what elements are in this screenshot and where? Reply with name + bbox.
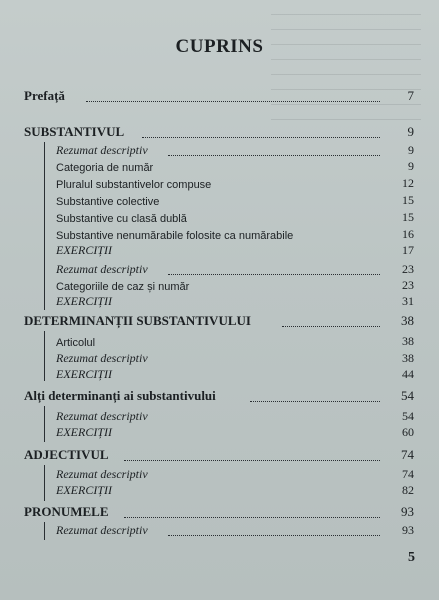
section-bracket: [44, 142, 45, 310]
toc-page-number: 93: [402, 523, 414, 537]
toc-subentry: [56, 242, 414, 260]
toc-entry-determinantii: [24, 313, 414, 331]
leader-dots: [168, 155, 380, 156]
leader-dots: [250, 401, 380, 402]
toc-page-number: 23: [402, 262, 414, 276]
toc-page-number: 38: [402, 351, 414, 365]
toc-page-number: 44: [402, 367, 414, 381]
toc-page-number: 54: [402, 409, 414, 423]
toc-entry-prefata: [24, 88, 414, 106]
toc-page-number: 17: [402, 243, 414, 257]
toc-subentry: [56, 293, 414, 311]
leader-dots: [282, 326, 380, 327]
toc-page-number: 93: [401, 504, 414, 519]
toc-entry-pronumele: [24, 504, 414, 522]
toc-page-number: 74: [401, 447, 414, 462]
toc-label: EXERCIȚII: [56, 425, 112, 439]
toc-label: Rezumat descriptiv: [56, 262, 148, 276]
toc-label: Alți determinanți ai substantivului: [24, 388, 216, 403]
section-bracket: [44, 522, 45, 540]
toc-page-number: 23: [402, 278, 414, 292]
toc-page-number: 15: [402, 193, 414, 207]
toc-label: Categoria de număr: [56, 162, 154, 174]
toc-subentry: [56, 366, 414, 384]
page-title: CUPRINS: [175, 36, 264, 57]
toc-label: EXERCIȚII: [56, 243, 112, 257]
section-bracket: [44, 465, 45, 501]
section-bracket: [44, 331, 45, 381]
toc-label: PRONUMELE: [24, 504, 109, 519]
toc-page-number: 7: [407, 88, 414, 103]
toc-subentry: [56, 522, 414, 540]
toc-label: Categoriile de caz și număr: [56, 281, 190, 293]
toc-label: EXERCIȚII: [56, 483, 112, 497]
toc-subentry: [56, 192, 414, 210]
leader-dots: [86, 101, 380, 102]
toc-label: EXERCIȚII: [56, 367, 112, 381]
toc-subentry: [56, 424, 414, 442]
toc-label: Substantive colective: [56, 196, 160, 208]
toc-subentry: [56, 158, 414, 176]
folio-page-number: 5: [408, 550, 415, 565]
toc-page-number: 82: [402, 483, 414, 497]
toc-label: Rezumat descriptiv: [56, 409, 148, 423]
toc-entry-alti-determinanti: [24, 388, 414, 406]
toc-entry-adjectivul: [24, 447, 414, 465]
leader-dots: [142, 137, 380, 138]
leader-dots: [168, 535, 380, 536]
toc-subentry: [56, 209, 414, 227]
toc-label: Articolul: [56, 337, 96, 349]
leader-dots: [124, 460, 380, 461]
toc-subentry: [56, 175, 414, 193]
toc-label: Substantive cu clasă dublă: [56, 213, 187, 225]
leader-dots: [168, 274, 380, 275]
toc-page-number: 38: [401, 313, 414, 328]
toc-label: ADJECTIVUL: [24, 447, 109, 462]
toc-label: Rezumat descriptiv: [56, 523, 148, 537]
toc-label: DETERMINANȚII SUBSTANTIVULUI: [24, 313, 251, 328]
toc-label: Pluralul substantivelor compuse: [56, 179, 212, 191]
toc-label: Rezumat descriptiv: [56, 351, 148, 365]
toc-subentry: [56, 482, 414, 500]
toc-label: SUBSTANTIVUL: [24, 124, 125, 139]
toc-label: Prefață: [24, 88, 65, 103]
toc-page-number: 9: [408, 143, 414, 157]
toc-page-number: 12: [402, 176, 414, 190]
toc-label: Substantive nenumărabile folosite ca numărabile: [56, 230, 294, 242]
toc-label: Rezumat descriptiv: [56, 467, 148, 481]
section-bracket: [44, 406, 45, 442]
toc-page-number: 16: [402, 227, 414, 241]
toc-page-number: 38: [402, 334, 414, 348]
toc-label: Rezumat descriptiv: [56, 143, 148, 157]
toc-page-number: 74: [402, 467, 414, 481]
toc-page-number: 54: [401, 388, 414, 403]
toc-page-number: 15: [402, 210, 414, 224]
toc-subentry: [56, 333, 414, 351]
toc-label: EXERCIȚII: [56, 294, 112, 308]
toc-page-number: 31: [402, 294, 414, 308]
toc-entry-substantivul: [24, 124, 414, 142]
toc-page-number: 9: [407, 124, 414, 139]
toc-page-number: 60: [402, 425, 414, 439]
leader-dots: [124, 517, 380, 518]
toc-page-number: 9: [408, 159, 414, 173]
